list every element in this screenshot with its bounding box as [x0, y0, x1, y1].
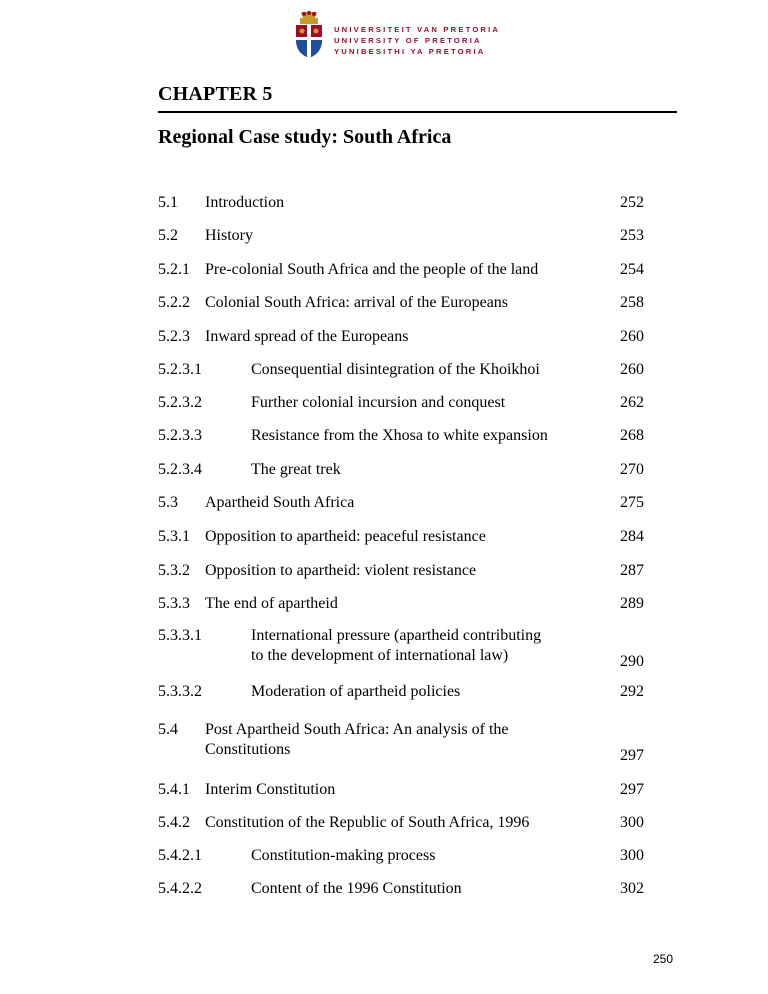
university-name-sepedi: YUNIBESITHI YA PRETORIA [334, 47, 486, 56]
toc-title: Constitution of the Republic of South Africa, 1996 [205, 814, 530, 831]
toc-title: Inward spread of the Europeans [205, 328, 409, 345]
toc-entry [158, 780, 678, 802]
university-name-block [334, 24, 500, 57]
toc-title: Opposition to apartheid: violent resistance [205, 562, 477, 579]
toc-page: 300 [620, 847, 644, 864]
toc-title: The end of apartheid [205, 595, 338, 612]
toc-number: 5.4 [158, 721, 178, 738]
toc-number: 5.3.1 [158, 528, 190, 545]
toc-title: The great trek [251, 461, 341, 478]
toc-number: 5.3.3 [158, 595, 190, 612]
toc-title [205, 720, 535, 760]
toc-title: Resistance from the Xhosa to white expansion [251, 427, 548, 444]
toc-number: 5.3.2 [158, 562, 190, 579]
toc-page: 292 [620, 683, 644, 700]
toc-page: 260 [620, 361, 644, 378]
toc-number: 5.4.1 [158, 781, 190, 798]
toc-number: 5.4.2 [158, 814, 190, 831]
toc-number: 5.3.3.2 [158, 683, 202, 700]
chapter-label: CHAPTER 5 [158, 83, 273, 105]
toc-number: 5.2.2 [158, 294, 190, 311]
university-name-afrikaans: UNIVERSITEIT VAN PRETORIA [334, 25, 501, 34]
toc-number: 5.3 [158, 494, 178, 511]
toc-number: 5.2.3.2 [158, 394, 202, 411]
toc-title-line: to the development of international law) [251, 647, 509, 664]
toc-page: 268 [620, 427, 644, 444]
toc-title: Interim Constitution [205, 781, 336, 798]
toc-page: 270 [620, 461, 644, 478]
toc-entry [158, 720, 678, 768]
toc-number: 5.2.3.4 [158, 461, 202, 478]
toc-entry [158, 813, 678, 835]
toc-number: 5.4.2.2 [158, 880, 202, 897]
toc-page: 290 [620, 653, 644, 670]
toc-number: 5.1 [158, 194, 178, 211]
university-header [292, 10, 501, 62]
toc-entry [158, 327, 678, 349]
toc-page: 258 [620, 294, 644, 311]
toc-title: Opposition to apartheid: peaceful resistance [205, 528, 486, 545]
toc-entry [158, 879, 678, 901]
university-name-english: UNIVERSITY OF PRETORIA [334, 36, 482, 45]
toc-title: Further colonial incursion and conquest [251, 394, 506, 411]
toc-page: 284 [620, 528, 644, 545]
toc-entry [158, 293, 678, 315]
toc-entry [158, 393, 678, 415]
toc-entry [158, 426, 678, 448]
toc-title [251, 626, 581, 666]
toc-page: 275 [620, 494, 644, 511]
toc-number: 5.3.3.1 [158, 627, 202, 644]
toc-title: Introduction [205, 194, 285, 211]
toc-number: 5.2.1 [158, 261, 190, 278]
toc-title: Pre-colonial South Africa and the people of the land [205, 261, 539, 278]
toc-number: 5.2.3 [158, 328, 190, 345]
toc-number: 5.2.3.1 [158, 361, 202, 378]
chapter-divider [158, 111, 677, 113]
toc-title: Consequential disintegration of the Khoikhoi [251, 361, 540, 378]
toc-entry [158, 260, 678, 282]
toc-title: History [205, 227, 253, 244]
toc-number: 5.2 [158, 227, 178, 244]
toc-number: 5.4.2.1 [158, 847, 202, 864]
toc-title-line: Post Apartheid South Africa: An analysis of the [205, 721, 509, 738]
toc-entry [158, 527, 678, 549]
toc-page: 254 [620, 261, 644, 278]
toc-entry [158, 846, 678, 868]
toc-page: 297 [620, 747, 644, 764]
toc-entry [158, 594, 678, 616]
toc-entry [158, 360, 678, 382]
toc-page: 262 [620, 394, 644, 411]
toc-page: 260 [620, 328, 644, 345]
toc-title: Apartheid South Africa [205, 494, 355, 511]
toc-page: 253 [620, 227, 644, 244]
university-crest-icon [292, 10, 326, 60]
toc-entry [158, 226, 678, 248]
toc-title: Moderation of apartheid policies [251, 683, 461, 700]
toc-page: 302 [620, 880, 644, 897]
toc-entry [158, 460, 678, 482]
toc-entry [158, 561, 678, 583]
toc-page: 287 [620, 562, 644, 579]
toc-page: 252 [620, 194, 644, 211]
toc-title: Constitution-making process [251, 847, 436, 864]
toc-number: 5.2.3.3 [158, 427, 202, 444]
toc-entry [158, 626, 678, 674]
toc-page: 297 [620, 781, 644, 798]
toc-title: Colonial South Africa: arrival of the Europeans [205, 294, 509, 311]
toc-title-line: International pressure (apartheid contributing [251, 627, 542, 644]
toc-title: Content of the 1996 Constitution [251, 880, 462, 897]
toc-page: 300 [620, 814, 644, 831]
toc-title-line: Constitutions [205, 741, 291, 758]
toc-page: 289 [620, 595, 644, 612]
toc-entry [158, 493, 678, 515]
page-number: 250 [653, 952, 674, 966]
toc-entry [158, 193, 678, 215]
toc-entry [158, 682, 678, 704]
chapter-title: Regional Case study: South Africa [158, 126, 452, 148]
